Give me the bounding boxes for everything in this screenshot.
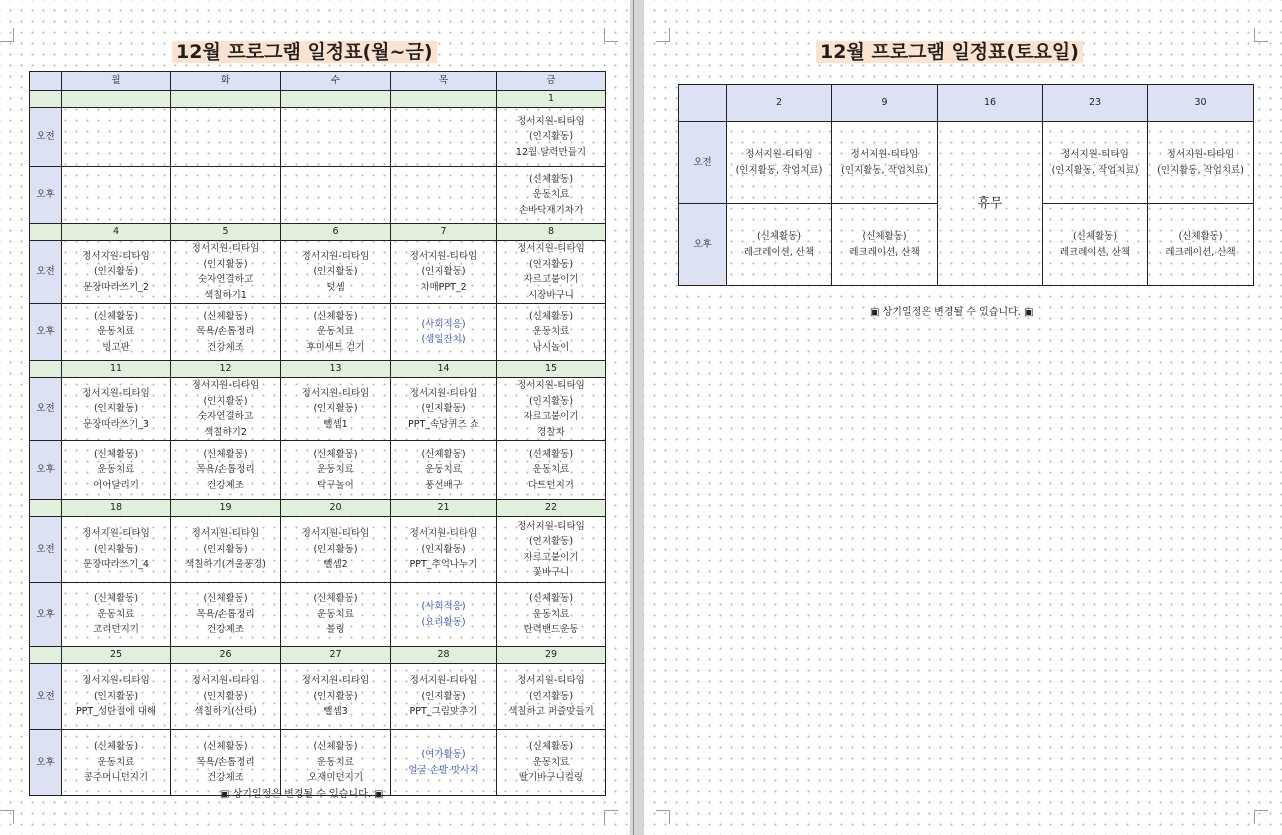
date-cell: 8 — [497, 224, 606, 241]
activity-line: 딸기바구니컬링 — [518, 772, 584, 784]
activity-line: 레크레이션, 산책 — [849, 246, 920, 258]
date-cell: 29 — [497, 647, 606, 664]
activity-line: 정서지원-티타임 — [517, 115, 585, 127]
schedule-cell — [1043, 204, 1148, 286]
schedule-cell — [171, 108, 281, 167]
date-cell: 1 — [497, 91, 606, 108]
activity-line: 레크레이션, 산책 — [1165, 246, 1236, 258]
schedule-cell — [281, 167, 391, 224]
date-header: 16 — [938, 85, 1043, 122]
activity-line: 운동치료 — [317, 326, 354, 338]
crop-mark — [656, 810, 670, 824]
schedule-cell — [281, 664, 391, 730]
activity-line: (인지활동, 작업치료) — [1051, 164, 1139, 176]
schedule-cell — [171, 241, 281, 304]
activity-line: (신체활동) — [93, 741, 139, 753]
activity-line: 정서지원-티타임 — [301, 387, 370, 399]
schedule-cell — [727, 204, 832, 286]
activity-line: 빙고판 — [102, 341, 130, 353]
activity-line: (인지활동) — [93, 690, 139, 702]
activity-line: (인지활동) — [93, 266, 139, 278]
activity-line: (신체활동) — [93, 310, 139, 322]
schedule-cell — [391, 441, 497, 500]
activity-line: (생일잔치) — [421, 334, 466, 345]
activity-line: (인지활동) — [203, 395, 248, 407]
activity-line: 뺄셈2 — [323, 559, 348, 571]
activity-line: 고리던지기 — [93, 624, 139, 636]
afternoon-label: 오후 — [30, 304, 62, 361]
header-row — [30, 72, 606, 91]
schedule-cell — [171, 517, 281, 583]
day-header: 금 — [497, 72, 606, 91]
day-header: 목 — [391, 72, 497, 91]
schedule-cell — [281, 441, 391, 500]
activity-line: 레크레이션, 산책 — [1059, 246, 1131, 258]
schedule-cell — [1043, 122, 1148, 204]
afternoon-label: 오후 — [30, 730, 62, 796]
saturday-schedule-table — [678, 84, 1254, 286]
activity-line: (신체활동) — [528, 593, 574, 605]
activity-line: (인지활동, 작업치료) — [1157, 164, 1244, 176]
date-cell: 13 — [281, 361, 391, 378]
date-header: 2 — [727, 85, 832, 122]
activity-line: (신체활동) — [203, 741, 248, 753]
schedule-cell — [832, 204, 938, 286]
crop-mark — [0, 810, 14, 824]
date-cell: 18 — [62, 500, 171, 517]
left-page — [0, 0, 630, 835]
schedule-cell — [171, 167, 281, 224]
page-gutter — [630, 0, 644, 835]
morning-row — [679, 122, 1254, 204]
activity-line: (인지활동) — [93, 403, 139, 415]
schedule-cell — [171, 304, 281, 361]
activity-line: 운동치료 — [532, 608, 570, 620]
date-header: 23 — [1043, 85, 1148, 122]
schedule-cell — [62, 730, 171, 796]
activity-line: 정서지원-티타임 — [301, 250, 370, 262]
schedule-cell — [497, 167, 606, 224]
activity-line: 운동치료 — [97, 326, 135, 338]
date-row-label — [30, 647, 62, 664]
activity-line: (인지활동) — [528, 131, 574, 143]
activity-line: (인지활동) — [203, 690, 248, 702]
date-header: 30 — [1148, 85, 1254, 122]
activity-line: 정서지원-티타임 — [301, 528, 370, 540]
activity-line: (인지활동) — [93, 543, 139, 555]
schedule-cell — [497, 108, 606, 167]
activity-line: 문장따라쓰기_3 — [83, 418, 149, 430]
date-cell: 4 — [62, 224, 171, 241]
activity-line: (인지활동) — [203, 543, 248, 555]
corner-cell — [679, 85, 727, 122]
date-cell: 27 — [281, 647, 391, 664]
activity-line: 운동치료 — [317, 464, 354, 476]
activity-line: (인지활동) — [421, 543, 466, 555]
crop-mark — [604, 28, 618, 42]
activity-line: (신체활동) — [203, 310, 248, 322]
morning-label: 오전 — [30, 664, 62, 730]
schedule-cell — [62, 167, 171, 224]
activity-line: 콩주머니던지기 — [83, 772, 149, 784]
date-cell — [62, 91, 171, 108]
schedule-cell — [497, 378, 606, 441]
activity-line: PPT_속담퀴즈 쇼 — [408, 418, 479, 430]
activity-line: (신체활동) — [313, 310, 358, 322]
schedule-cell — [497, 441, 606, 500]
schedule-cell — [62, 583, 171, 647]
activity-line: 정서지원-티타임 — [1166, 149, 1235, 160]
right-page-title: 12월 프로그램 일정표(토요일) — [816, 41, 1083, 63]
activity-line: PPT_성탄절에 대해 — [75, 706, 157, 718]
schedule-cell — [391, 378, 497, 441]
activity-line: 얼굴 손발 맛사지 — [408, 764, 479, 776]
activity-line: 색칠하고 퍼즐맞들기 — [508, 706, 594, 718]
activity-line: 볼링 — [326, 624, 345, 636]
schedule-cell — [832, 122, 938, 204]
date-row — [30, 500, 606, 517]
date-row — [30, 647, 606, 664]
afternoon-label: 오후 — [30, 167, 62, 224]
activity-line: 다트던지기 — [528, 479, 574, 491]
activity-line: (인지활동, 작업치료) — [735, 164, 823, 176]
activity-line: 건강체조 — [207, 479, 244, 491]
activity-line: 정서지원-티타임 — [82, 387, 150, 399]
activity-line: 목욕/손톱정리 — [196, 608, 255, 620]
crop-mark — [1254, 28, 1268, 42]
schedule-cell — [391, 108, 497, 167]
activity-line: 레크레이션, 산책 — [743, 246, 815, 258]
schedule-cell — [281, 304, 391, 361]
activity-line: (여가활동) — [421, 749, 466, 760]
activity-line: 자르고붙이기 — [523, 274, 579, 285]
date-row-label — [30, 224, 62, 241]
schedule-cell — [391, 304, 497, 361]
activity-line: (인지활동, 작업치료) — [841, 164, 928, 176]
activity-line: 풍선배구 — [425, 479, 462, 491]
schedule-cell — [171, 583, 281, 647]
date-cell — [281, 91, 391, 108]
activity-line: 정서지원-티타임 — [409, 528, 478, 540]
date-row-label — [30, 91, 62, 108]
activity-line: 색칠하기1 — [204, 289, 247, 301]
crop-mark — [0, 28, 14, 42]
schedule-cell — [62, 108, 171, 167]
activity-line: 건강체조 — [207, 772, 244, 784]
activity-line: 숫자연결하고 — [197, 274, 254, 285]
corner-cell — [30, 72, 62, 91]
date-cell: 22 — [497, 500, 606, 517]
date-row — [30, 361, 606, 378]
activity-line: 운동치료 — [425, 464, 462, 476]
schedule-cell — [62, 241, 171, 304]
date-cell: 20 — [281, 500, 391, 517]
schedule-cell — [497, 664, 606, 730]
date-cell: 19 — [171, 500, 281, 517]
schedule-cell — [62, 304, 171, 361]
date-cell: 6 — [281, 224, 391, 241]
activity-line: 정서지원-티타임 — [191, 675, 260, 687]
date-cell: 26 — [171, 647, 281, 664]
date-cell: 15 — [497, 361, 606, 378]
date-cell — [171, 91, 281, 108]
schedule-cell — [62, 664, 171, 730]
activity-line: (신체활동) — [313, 593, 358, 605]
date-row-label — [30, 361, 62, 378]
activity-line: 탄력밴드운동 — [523, 624, 579, 636]
activity-line: 숫자연결하고 — [197, 411, 254, 422]
date-cell: 11 — [62, 361, 171, 378]
activity-line: (요리활동) — [421, 616, 466, 628]
afternoon-row — [30, 583, 606, 647]
activity-line: (인지활동) — [421, 403, 466, 415]
activity-line: (인지활동) — [313, 403, 358, 415]
activity-line: 운동치료 — [532, 464, 570, 476]
right-page — [644, 0, 1282, 835]
schedule-cell — [1148, 204, 1254, 286]
activity-line: (신체활동) — [756, 231, 802, 242]
activity-line: 손바닥재기차기 — [518, 204, 584, 216]
activity-line: 정서지원-티타임 — [517, 675, 585, 687]
date-cell: 5 — [171, 224, 281, 241]
schedule-cell — [391, 241, 497, 304]
schedule-cell — [281, 378, 391, 441]
date-cell: 25 — [62, 647, 171, 664]
left-page-title: 12월 프로그램 일정표(월~금) — [172, 41, 437, 63]
activity-line: (인지활동) — [313, 543, 358, 555]
date-cell: 12 — [171, 361, 281, 378]
activity-line: (인지활동) — [528, 258, 574, 270]
activity-line: 운동치료 — [97, 608, 135, 620]
activity-line: 정서지원-티타임 — [191, 243, 260, 254]
activity-line: 건강체조 — [207, 341, 244, 353]
activity-line: 정서지원-티타임 — [82, 528, 150, 540]
activity-line: 색칠하기(산타) — [194, 706, 257, 718]
activity-line: (인지활동) — [313, 266, 358, 278]
schedule-change-notice: ▣ 상기일정은 변경될 수 있습니다. ▣ — [870, 307, 1034, 318]
schedule-cell — [391, 664, 497, 730]
date-cell — [391, 91, 497, 108]
schedule-cell — [171, 378, 281, 441]
header-row — [679, 85, 1254, 122]
activity-line: (신체활동) — [313, 448, 358, 460]
activity-line: (신체활동) — [528, 310, 574, 322]
activity-line: 정서지원-티타임 — [517, 520, 585, 532]
activity-line: (사회적응) — [421, 601, 466, 612]
day-header: 수 — [281, 72, 391, 91]
weekday-schedule-table — [29, 71, 606, 796]
activity-line: (인지활동) — [203, 258, 248, 270]
morning-label: 오전 — [679, 122, 727, 204]
activity-line: 색칠하기(겨울풍경) — [185, 559, 266, 571]
crop-mark — [656, 28, 670, 42]
activity-line: (인지활동) — [528, 690, 574, 702]
activity-line: 문장따라쓰기_2 — [83, 281, 149, 293]
activity-line: (신체활동) — [528, 741, 574, 753]
activity-line: (신체활동) — [93, 593, 139, 605]
activity-line: 정서지원-티타임 — [409, 675, 478, 687]
activity-line: 색칠하기2 — [204, 426, 247, 438]
schedule-cell — [391, 517, 497, 583]
schedule-change-notice: ▣ 상기일정은 변경될 수 있습니다. ▣ — [220, 789, 384, 800]
date-cell: 14 — [391, 361, 497, 378]
morning-row — [30, 664, 606, 730]
morning-row — [30, 378, 606, 441]
schedule-cell — [171, 441, 281, 500]
activity-line: 자르고붙이기 — [523, 551, 579, 563]
date-row — [30, 91, 606, 108]
activity-line: (인지활동) — [528, 395, 574, 407]
schedule-cell — [281, 517, 391, 583]
activity-line: 운동치료 — [317, 608, 354, 620]
activity-line: 정서지원-티타임 — [745, 149, 813, 160]
afternoon-label: 오후 — [30, 583, 62, 647]
activity-line: 건강체조 — [207, 624, 244, 636]
activity-line: 정서지원-티타임 — [1061, 149, 1129, 160]
activity-line: (신체활동) — [421, 448, 466, 460]
afternoon-label: 오후 — [679, 204, 727, 286]
activity-line: (인지활동) — [421, 690, 466, 702]
schedule-cell — [281, 108, 391, 167]
activity-line: 목욕/손톱정리 — [196, 756, 255, 768]
schedule-cell — [171, 664, 281, 730]
activity-line: 자르고붙이기 — [523, 411, 579, 422]
activity-line: (신체활동) — [203, 448, 248, 460]
activity-line: 정서지원-티타임 — [191, 528, 260, 540]
afternoon-row — [30, 304, 606, 361]
activity-line: 정서지원-티타임 — [301, 675, 370, 687]
activity-line: 운동치료 — [97, 756, 135, 768]
activity-line: 탁구놀이 — [317, 479, 354, 491]
activity-line: 운동치료 — [532, 326, 570, 338]
activity-line: (신체활동) — [1178, 231, 1223, 242]
activity-line: (신체활동) — [93, 448, 139, 460]
schedule-cell — [497, 583, 606, 647]
activity-line: 이어달리기 — [93, 479, 139, 491]
day-header: 월 — [62, 72, 171, 91]
schedule-cell — [281, 241, 391, 304]
activity-line: 뺄셈3 — [323, 706, 348, 718]
afternoon-row — [30, 441, 606, 500]
activity-line: 오재미던지기 — [307, 772, 364, 784]
crop-mark — [604, 810, 618, 824]
schedule-cell — [497, 304, 606, 361]
activity-line: 정서지원-티타임 — [82, 675, 150, 687]
schedule-cell — [281, 583, 391, 647]
activity-line: PPT_그림맞추기 — [409, 706, 478, 718]
morning-label: 오전 — [30, 241, 62, 304]
activity-line: (인지활동) — [421, 266, 466, 278]
morning-row — [30, 108, 606, 167]
activity-line: 정서지원-티타임 — [850, 149, 919, 160]
morning-label: 오전 — [30, 378, 62, 441]
activity-line: 정서지원-티타임 — [409, 250, 478, 262]
activity-line: (신체활동) — [862, 231, 907, 242]
activity-line: 정서지원-티타임 — [517, 380, 585, 391]
activity-line: 뺄셈1 — [323, 418, 348, 430]
schedule-cell — [727, 122, 832, 204]
activity-line: 꽃바구니 — [532, 567, 570, 578]
activity-line: 정서지원-티타임 — [82, 250, 150, 262]
afternoon-label: 오후 — [30, 441, 62, 500]
activity-line: 정서지원-티타임 — [517, 243, 585, 254]
morning-row — [30, 517, 606, 583]
schedule-cell — [497, 517, 606, 583]
schedule-cell — [391, 583, 497, 647]
activity-line: (신체활동) — [313, 741, 358, 753]
activity-line: 후미세트 걷기 — [306, 341, 365, 353]
activity-line: 12월 달력만들기 — [515, 146, 587, 158]
schedule-cell — [62, 441, 171, 500]
schedule-cell — [1148, 122, 1254, 204]
activity-line: 낚시놀이 — [532, 341, 570, 353]
activity-line: (신체활동) — [1072, 231, 1118, 242]
schedule-cell — [391, 730, 497, 796]
schedule-cell — [497, 241, 606, 304]
activity-line: 운동치료 — [97, 464, 135, 476]
schedule-cell — [497, 730, 606, 796]
day-header: 화 — [171, 72, 281, 91]
activity-line: (인지활동) — [313, 690, 358, 702]
activity-line: 치매PPT_2 — [420, 281, 467, 293]
activity-line: PPT_추억나누기 — [409, 559, 478, 571]
date-row-label — [30, 500, 62, 517]
morning-label: 오전 — [30, 108, 62, 167]
schedule-cell — [62, 378, 171, 441]
activity-line: 운동치료 — [532, 189, 570, 201]
activity-line: 덧셈 — [326, 281, 345, 293]
activity-line: 운동치료 — [317, 756, 354, 768]
activity-line: (인지활동) — [528, 536, 574, 547]
activity-line: (신체활동) — [203, 593, 248, 605]
morning-label: 오전 — [30, 517, 62, 583]
activity-line: 정서지원-티타임 — [409, 387, 478, 399]
activity-line: 정서지원-티타임 — [191, 380, 260, 391]
date-cell: 7 — [391, 224, 497, 241]
activity-line: 운동치료 — [532, 756, 570, 768]
date-cell: 21 — [391, 500, 497, 517]
holiday-cell: 휴무 — [938, 122, 1043, 286]
activity-line: 목욕/손톱정리 — [196, 326, 255, 338]
activity-line: (신체활동) — [528, 173, 574, 185]
schedule-cell — [62, 517, 171, 583]
date-row — [30, 224, 606, 241]
morning-row — [30, 241, 606, 304]
date-header: 9 — [832, 85, 938, 122]
afternoon-row — [30, 167, 606, 224]
activity-line: (신체활동) — [528, 448, 574, 460]
activity-line: 목욕/손톱정리 — [196, 464, 255, 476]
activity-line: 시장바구니 — [528, 289, 574, 301]
schedule-cell — [391, 167, 497, 224]
activity-line: 경찰차 — [537, 426, 565, 438]
crop-mark — [1254, 810, 1268, 824]
activity-line: 문장따라쓰기_4 — [83, 559, 149, 571]
activity-line: (사회적응) — [421, 318, 466, 330]
date-cell: 28 — [391, 647, 497, 664]
